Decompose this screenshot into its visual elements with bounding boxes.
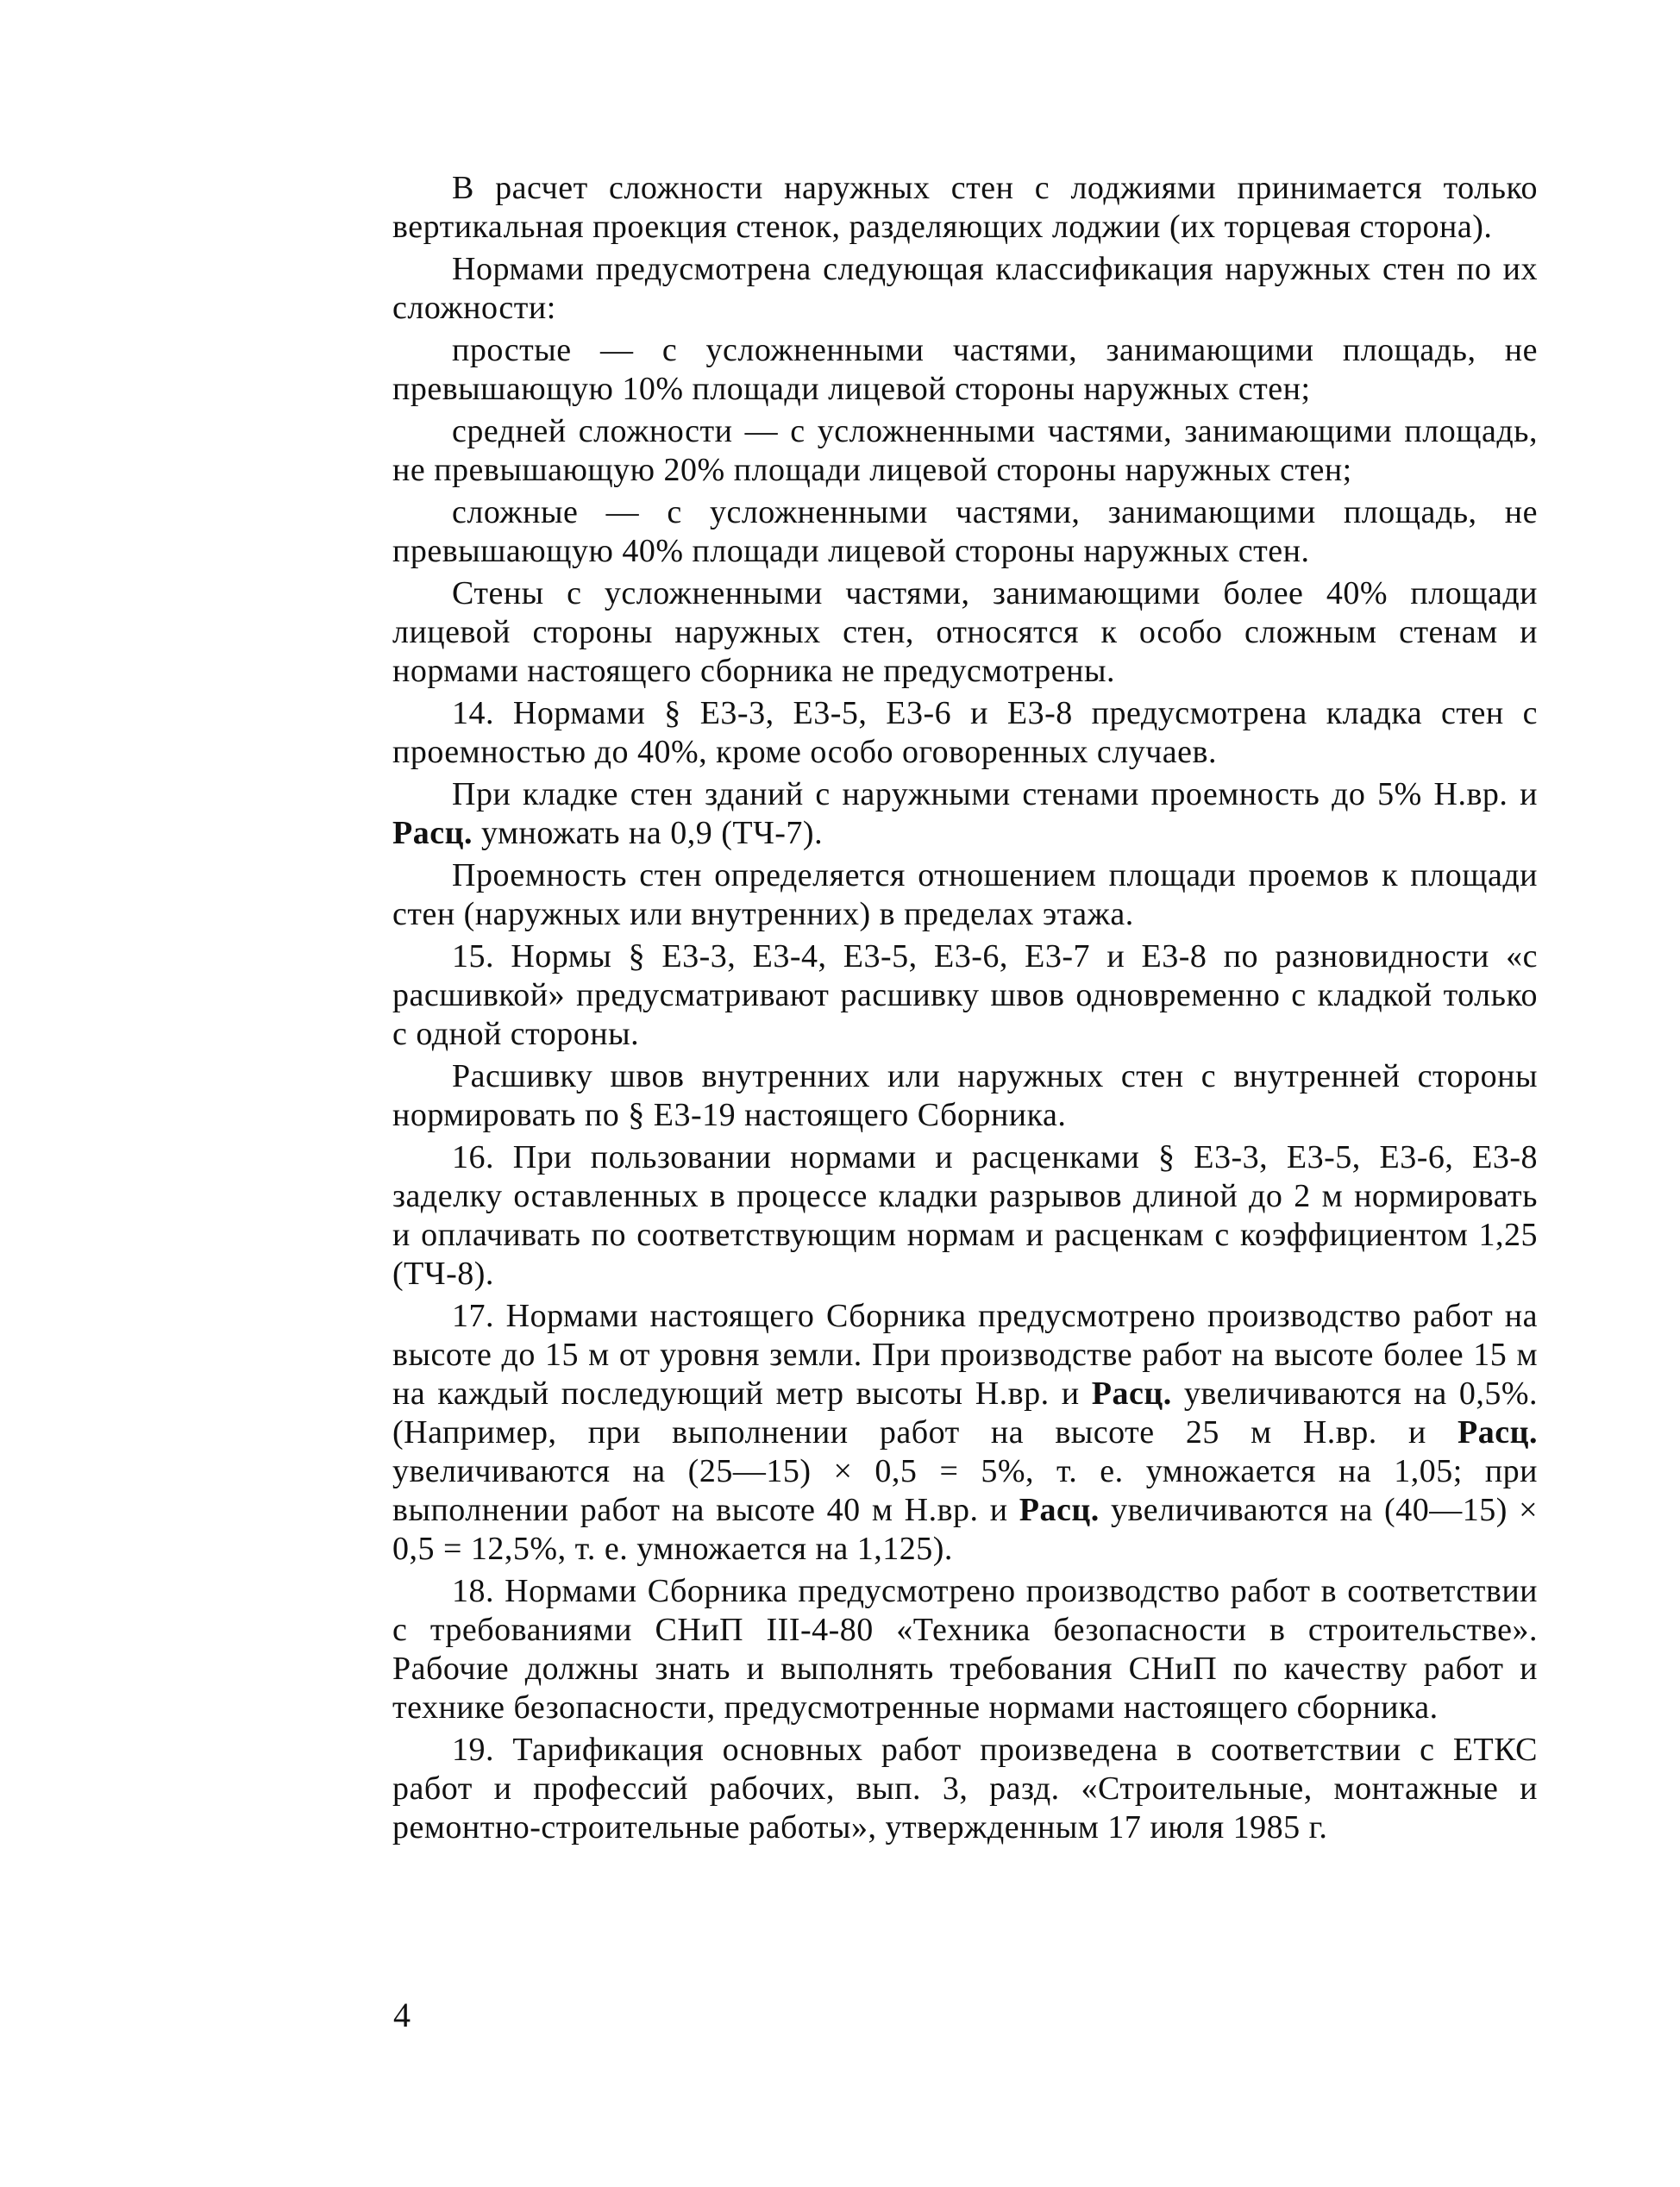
paragraph-12 xyxy=(392,1297,1538,1569)
paragraph-8 xyxy=(392,856,1538,934)
text-segment: 15. Нормы § Е3-3, Е3-4, Е3-5, Е3-6, Е3-7 и Е3-8 по разновидности «с расшивкой» предусматривают расшивку швов одновременно с кладкой только с одной стороны. xyxy=(392,938,1538,1052)
text-segment: 17. Нормами настоящего Сборника предусмотрено производство работ на высоте до 15 м от уровня земли. При производстве работ на высоте более 15 м на каждый последующий метр высоты Н.вр. и xyxy=(392,1298,1538,1412)
bold-text-segment: Расц. xyxy=(1091,1375,1172,1412)
paragraph-11 xyxy=(392,1138,1538,1294)
text-segment: При кладке стен зданий с наружными стенами проемность до 5% Н.вр. и xyxy=(452,776,1538,812)
text-segment: увеличиваются на (40—15) × 0,5 = 12,5%, т. е. умножается на 1,125). xyxy=(392,1492,1538,1567)
text-segment: Стены с усложненными частями, занимающими более 40% площади лицевой стороны наружных стен, относятся к особо сложным стенам и нормами настоящего сборника не предусмотрены. xyxy=(392,575,1538,689)
paragraph-4 xyxy=(392,493,1538,571)
bold-text-segment: Расц. xyxy=(1019,1492,1100,1528)
bold-text-segment: Расц. xyxy=(1457,1414,1538,1451)
paragraph-1 xyxy=(392,250,1538,328)
paragraph-0 xyxy=(392,169,1538,247)
text-segment: Нормами предусмотрена следующая классификация наружных стен по их сложности: xyxy=(392,251,1538,326)
paragraph-5 xyxy=(392,574,1538,691)
paragraph-13 xyxy=(392,1572,1538,1727)
text-segment: 14. Нормами § Е3-3, Е3-5, Е3-6 и Е3-8 предусмотрена кладка стен с проемностью до 40%, кроме особо оговоренных случаев. xyxy=(392,695,1538,770)
paragraph-14 xyxy=(392,1731,1538,1847)
text-segment: увеличиваются на 0,5%. (Например, при выполнении работ на высоте 25 м Н.вр. и xyxy=(392,1375,1538,1451)
text-segment: увеличиваются на (25—15) × 0,5 = 5%, т. е. умножается на 1,05; при выполнении работ на высоте 40 м Н.вр. и xyxy=(392,1453,1538,1528)
paragraph-7 xyxy=(392,775,1538,853)
text-segment: Расшивку швов внутренних или наружных стен с внутренней стороны нормировать по § Е3-19 настоящего Сборника. xyxy=(392,1058,1538,1133)
paragraph-10 xyxy=(392,1057,1538,1135)
page-body xyxy=(392,169,1538,1851)
text-segment: В расчет сложности наружных стен с лоджиями принимается только вертикальная проекция стенок, разделяющих лоджии (их торцевая сторона). xyxy=(392,170,1538,245)
text-segment: умножать на 0,9 (ТЧ-7). xyxy=(472,815,824,851)
text-segment: Проемность стен определяется отношением площади проемов к площади стен (наружных или внутренних) в пределах этажа. xyxy=(392,857,1538,932)
text-segment: 16. При пользовании нормами и расценками § Е3-3, Е3-5, Е3-6, Е3-8 заделку оставленных в процессе кладки разрывов длиной до 2 м нормировать и оплачивать по соответствующим нормам и расценкам с коэффициентом 1,25 (ТЧ-8). xyxy=(392,1139,1538,1292)
text-segment: сложные — с усложненными частями, занимающими площадь, не превышающую 40% площади лицевой стороны наружных стен. xyxy=(392,494,1538,569)
text-segment: средней сложности — с усложненными частями, занимающими площадь, не превышающую 20% площади лицевой стороны наружных стен; xyxy=(392,413,1538,488)
bold-text-segment: Расц. xyxy=(392,815,473,851)
paragraph-2 xyxy=(392,331,1538,409)
text-segment: 19. Тарификация основных работ произведена в соответствии с ЕТКС работ и профессий рабочих, вып. 3, разд. «Строительные, монтажные и ремонтно-строительные работы», утвержденным 17 июля 1985 г. xyxy=(392,1732,1538,1845)
paragraph-3 xyxy=(392,412,1538,490)
paragraph-9 xyxy=(392,937,1538,1054)
paragraph-6 xyxy=(392,694,1538,772)
text-segment: 18. Нормами Сборника предусмотрено производство работ в соответствии с требованиями СНиП III-4-80 «Техника безопасности в строительстве». Рабочие должны знать и выполнять требования СНиП по качеству работ и технике безопасности, предусмотренные нормами настоящего сборника. xyxy=(392,1573,1538,1726)
page-number: 4 xyxy=(393,1996,411,2034)
text-segment: простые — с усложненными частями, занимающими площадь, не превышающую 10% площади лицевой стороны наружных стен; xyxy=(392,332,1538,407)
